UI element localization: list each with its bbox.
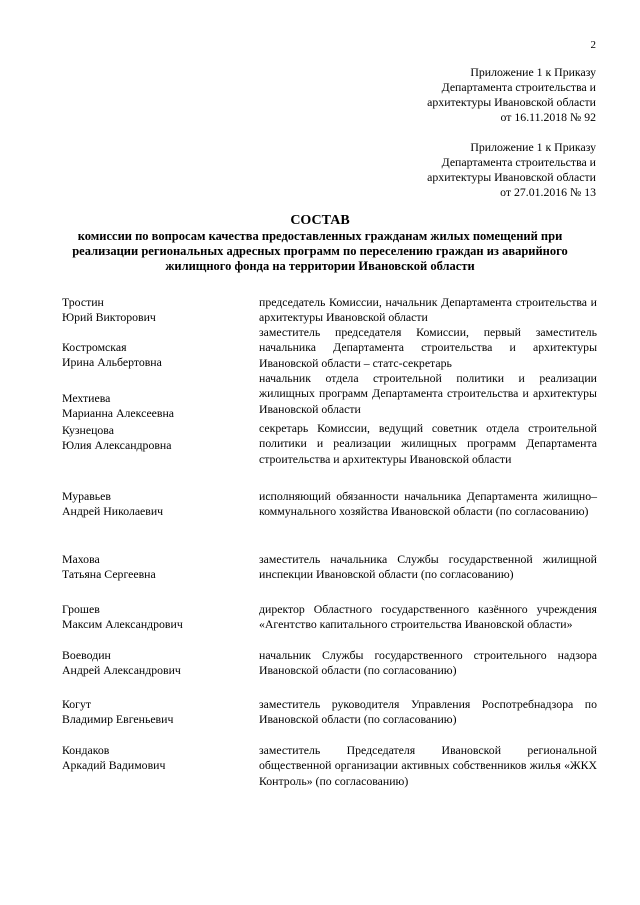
member-given-names: Татьяна Сергеевна <box>62 567 156 582</box>
member-name <box>62 340 252 371</box>
member-surname: Когут <box>62 697 92 711</box>
appendix-date: от 16.11.2018 № 92 <box>500 110 596 124</box>
title-heading: СОСТАВ <box>290 213 350 228</box>
member-given-names: Аркадий Вадимович <box>62 758 166 773</box>
page-number: 2 <box>590 39 596 51</box>
member-role: секретарь Комиссии, ведущий советник отдела строительной политики и реализации жилищных программ Департамента строительства и архитектуры Ивановской области <box>259 421 597 466</box>
member-role: начальник Службы государственного строительного надзора Ивановской области (по согласованию) <box>259 648 597 678</box>
member-role: заместитель начальника Службы государственной жилищной инспекции Ивановской области (по согласованию) <box>259 552 597 582</box>
appendix-line: Приложение 1 к Приказу <box>470 140 596 154</box>
appendix-block-current <box>427 65 596 125</box>
member-given-names: Владимир Евгеньевич <box>62 712 174 727</box>
member-name <box>62 697 252 728</box>
appendix-line: Департамента строительства и <box>441 155 596 169</box>
member-name <box>62 743 252 774</box>
member-given-names: Максим Александрович <box>62 617 183 632</box>
member-surname: Мехтиева <box>62 391 111 405</box>
member-name <box>62 391 252 422</box>
member-role: председатель Комиссии, начальник Департамента строительства и архитектуры Ивановской области <box>259 295 597 325</box>
member-surname: Махова <box>62 552 100 566</box>
member-surname: Кондаков <box>62 743 110 757</box>
appendix-date: от 27.01.2016 № 13 <box>500 185 596 199</box>
member-name <box>62 423 252 454</box>
member-surname: Кузнецова <box>62 423 114 437</box>
member-role: заместитель председателя Комиссии, первый заместитель начальника Департамента строительства и архитектуры Ивановской области – статс-секретарь <box>259 325 597 370</box>
member-surname: Муравьев <box>62 489 111 503</box>
member-role: директор Областного государственного казённого учреждения «Агентство капитального строительства Ивановской области» <box>259 602 597 632</box>
member-given-names: Юлия Александровна <box>62 438 172 453</box>
appendix-line: Приложение 1 к Приказу <box>470 65 596 79</box>
member-surname: Тростин <box>62 295 104 309</box>
appendix-block-previous <box>427 140 596 200</box>
member-name <box>62 648 252 679</box>
member-given-names: Ирина Альбертовна <box>62 355 162 370</box>
appendix-line: архитектуры Ивановской области <box>427 95 596 109</box>
member-surname: Воеводин <box>62 648 111 662</box>
title-subtitle: комиссии по вопросам качества предоставленных гражданам жилых помещений при реализации региональных адресных программ по переселению граждан из аварийного жилищного фонда на территории Ивановской области <box>72 229 568 273</box>
member-name <box>62 602 252 633</box>
member-role: заместитель руководителя Управления Роспотребнадзора по Ивановской области (по согласованию) <box>259 697 597 727</box>
member-given-names: Андрей Александрович <box>62 663 181 678</box>
document-title <box>55 212 585 274</box>
member-name <box>62 489 252 520</box>
member-given-names: Юрий Викторович <box>62 310 156 325</box>
member-role: начальник отдела строительной политики и реализации жилищных программ Департамента строительства и архитектуры Ивановской области <box>259 371 597 416</box>
member-surname: Костромская <box>62 340 127 354</box>
appendix-line: Департамента строительства и <box>441 80 596 94</box>
member-role: заместитель Председателя Ивановской региональной общественной организации активных собственников жилья «ЖКХ Контроль» (по согласованию) <box>259 743 597 788</box>
member-given-names: Андрей Николаевич <box>62 504 164 519</box>
member-name <box>62 552 252 583</box>
member-surname: Грошев <box>62 602 100 616</box>
appendix-line: архитектуры Ивановской области <box>427 170 596 184</box>
member-given-names: Марианна Алексеевна <box>62 406 175 421</box>
member-role: исполняющий обязанности начальника Департамента жилищно–коммунального хозяйства Ивановской области (по согласованию) <box>259 489 597 519</box>
member-name <box>62 295 252 326</box>
